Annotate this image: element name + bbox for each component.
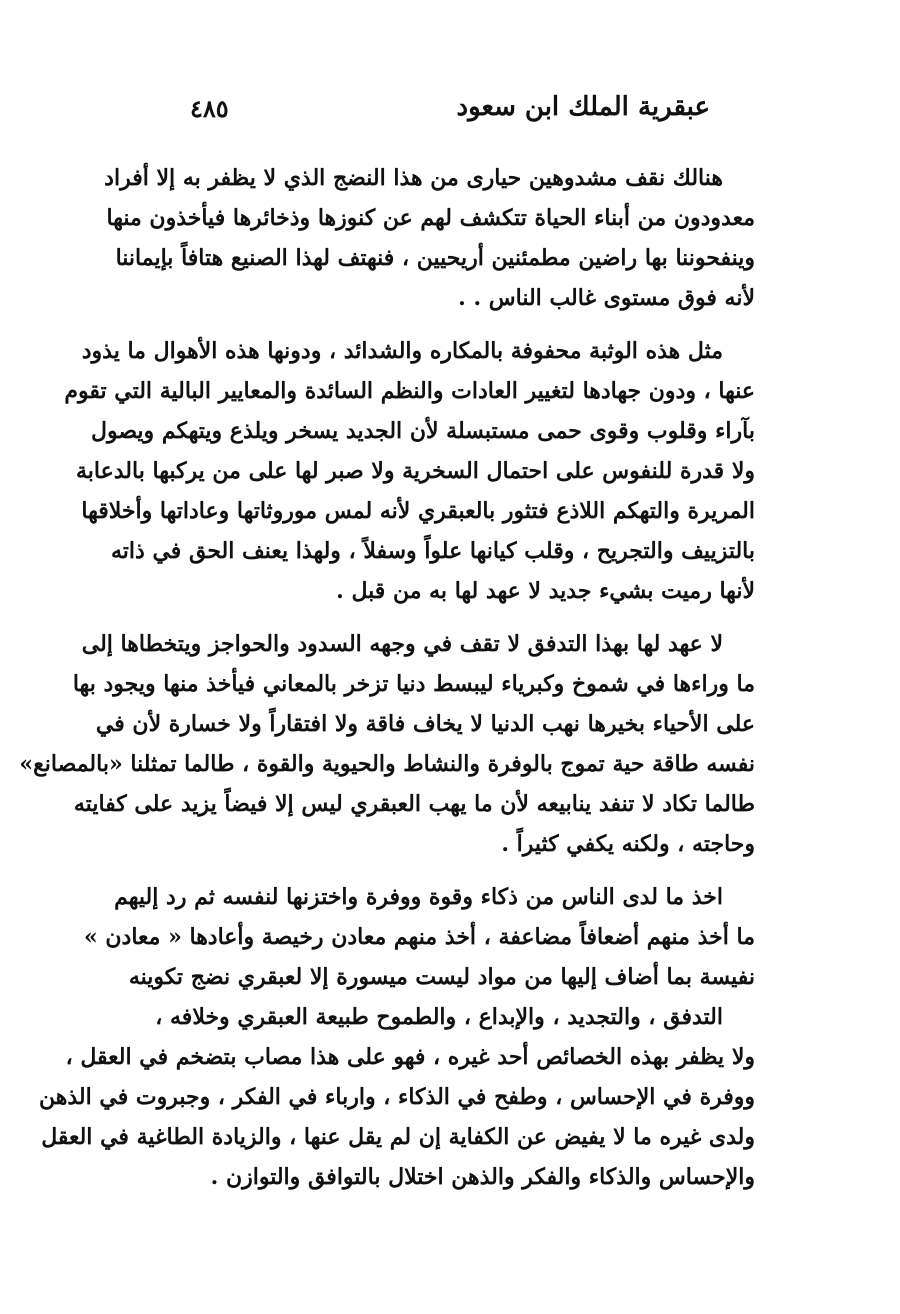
text-line: عنها ، ودون جهادها لتغيير العادات والنظم السائدة والمعايير البالية التي تقوم xyxy=(64,378,755,404)
text-line: ووفرة في الإحساس ، وطفح في الذكاء ، وارباء في الفكر ، وجبروت في الذهن xyxy=(39,1084,755,1110)
body-text xyxy=(19,158,755,1197)
paragraph-1 xyxy=(104,158,755,318)
paragraph-3 xyxy=(19,624,755,864)
paragraph-5 xyxy=(39,997,755,1197)
running-title: عبقرية الملك ابن سعود xyxy=(456,92,710,122)
text-line: التدفق ، والتجديد ، والإبداع ، والطموح طبيعة العبقري وخلافه ، xyxy=(155,1004,723,1030)
text-line: ما أخذ منهم أضعافاً مضاعفة ، أخذ منهم معادن رخيصة وأعادها « معادن » xyxy=(83,924,755,950)
text-line: نفيسة بما أضاف إليها من مواد ليست ميسورة إلا لعبقري نضج تكوينه xyxy=(128,964,755,990)
text-line: معدودون من أبناء الحياة تتكشف لهم عن كنوزها وذخائرها فيأخذون منها xyxy=(106,205,755,231)
text-line: المريرة والتهكم اللاذع فتثور بالعبقري لأنه لمس موروثاتها وعاداتها وأخلاقها xyxy=(81,498,755,524)
text-line: نفسه طاقة حية تموج بالوفرة والنشاط والحيوية والقوة ، طالما تمثلنا «بالمصانع» xyxy=(19,751,755,777)
text-line: ولا يظفر بهذه الخصائص أحد غيره ، فهو على هذا مصاب بتضخم في العقل ، xyxy=(65,1044,755,1070)
text-line: هنالك نقف مشدوهين حيارى من هذا النضج الذي لا يظفر به إلا أفراد xyxy=(104,165,723,191)
text-line: بآراء وقلوب وقوى حمى مستبسلة لأن الجديد يسخر ويلذع ويتهكم ويصول xyxy=(91,418,755,444)
text-line: وينفحوننا بها راضين مطمئنين أريحيين ، فنهتف لهذا الصنيع هتافاً بإيماننا xyxy=(115,245,755,271)
text-line: بالتزييف والتجريح ، وقلب كيانها علواً وسفلاً ، ولهذا يعنف الحق في ذاته xyxy=(110,538,755,564)
text-line: ولدى غيره ما لا يفيض عن الكفاية إن لم يقل عنها ، والزيادة الطاغية في العقل xyxy=(41,1124,755,1150)
text-line: والإحساس والذكاء والفكر والذهن اختلال بالتوافق والتوازن . xyxy=(210,1164,755,1190)
text-line: مثل هذه الوثبة محفوفة بالمكاره والشدائد ، ودونها هذه الأهوال ما يذود xyxy=(81,338,723,364)
text-line: ولا قدرة للنفوس على احتمال السخرية ولا صبر لها على من يركبها بالدعابة xyxy=(76,458,755,484)
paragraph-4 xyxy=(83,877,755,997)
text-line: اخذ ما لدى الناس من ذكاء وقوة ووفرة واختزنها لنفسه ثم رد إليهم xyxy=(114,884,723,910)
text-line: ما وراءها في شموخ وكبرياء ليبسط دنيا تزخر بالمعاني فيأخذ منها ويجود بها xyxy=(72,671,755,697)
text-line: وحاجته ، ولكنه يكفي كثيراً . xyxy=(501,831,755,857)
text-line: لا عهد لها بهذا التدفق لا تقف في وجهه السدود والحواجز ويتخطاها إلى xyxy=(81,631,723,657)
text-line: لأنه فوق مستوى غالب الناس . . xyxy=(458,285,755,311)
text-line: لأنها رميت بشيء جديد لا عهد لها به من قبل . xyxy=(336,578,755,604)
page-header xyxy=(190,88,710,128)
page-number: ٤٨٥ xyxy=(190,94,229,123)
paragraph-2 xyxy=(64,331,755,611)
text-line: طالما تكاد لا تنفد ينابيعه لأن ما يهب العبقري ليس إلا فيضاً يزيد على كفايته xyxy=(73,791,755,817)
text-line: على الأحياء بخيرها نهب الدنيا لا يخاف فاقة ولا افتقاراً ولا خسارة لأن في xyxy=(95,711,755,737)
